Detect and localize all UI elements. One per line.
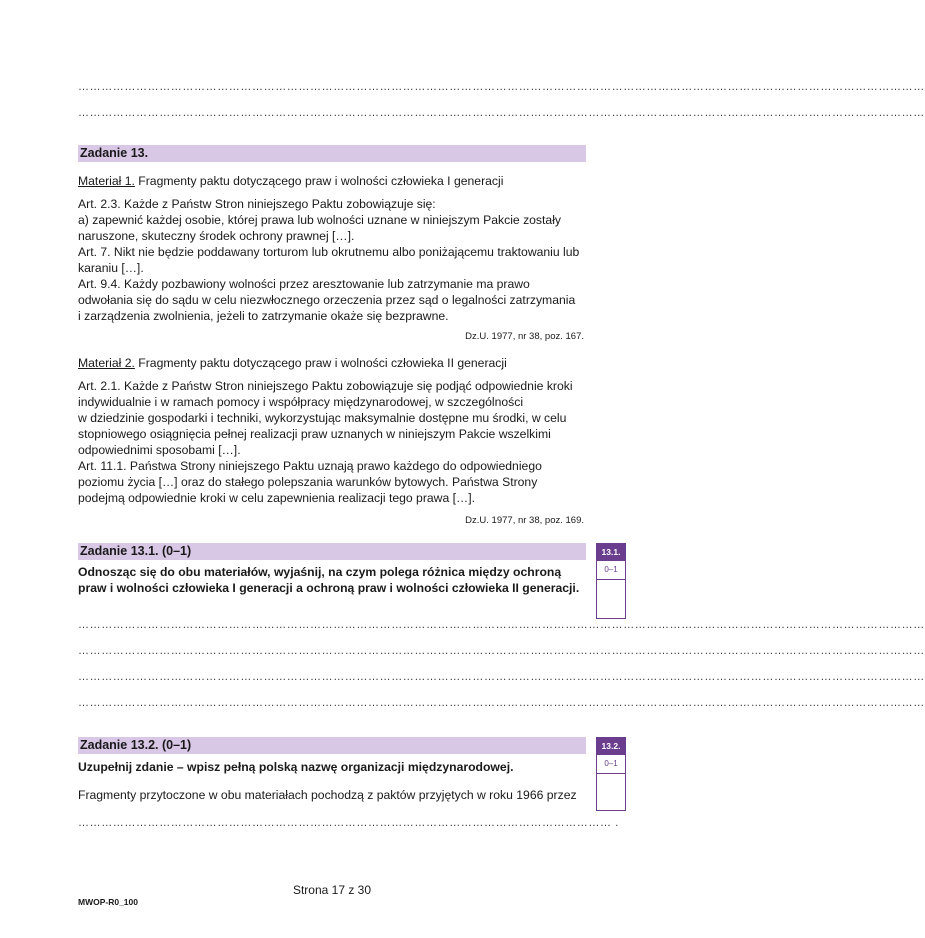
score-box-13-1 xyxy=(596,543,626,619)
material-2-line: odpowiednimi sposobami […]. xyxy=(78,443,241,457)
page-number: Strona 17 z 30 xyxy=(292,883,372,897)
material-2-line: indywidualnie i w ramach pomocy i współpracy międzynarodowej, w szczególności xyxy=(78,395,524,409)
score-box-id: 13.2. xyxy=(597,738,625,755)
material-2-title: Fragmenty paktu dotyczącego praw i wolności człowieka II generacji xyxy=(134,356,507,370)
material-2-line: poziomu życia […] oraz do stałego polepszania warunków bytowych. Państwa Strony xyxy=(78,475,538,489)
material-1-label: Materiał 1. xyxy=(78,174,135,188)
material-2-heading xyxy=(78,355,598,372)
material-1-title: Fragmenty paktu dotyczącego praw i wolności człowieka I generacji xyxy=(134,174,504,188)
material-2-label: Materiał 2. xyxy=(78,356,135,370)
score-box-points: 0–1 xyxy=(597,755,625,774)
material-1-line: i zarządzenia zwolnienia, jeżeli to zatrzymanie okaże się bezprawne. xyxy=(78,309,449,323)
answer-line[interactable]: ………………………………………………………………………………………………………………………………………………………………………………………………… xyxy=(78,671,925,683)
score-box-13-2 xyxy=(596,737,626,811)
material-2-line: Art. 2.1. Każde z Państw Stron niniejszego Paktu zobowiązuje się podjąć odpowiednie kroki xyxy=(78,379,573,393)
score-box-id: 13.1. xyxy=(597,544,625,561)
material-1-line: Art. 7. Nikt nie będzie poddawany torturom lub okrutnemu albo poniżającemu traktowaniu lub xyxy=(78,245,580,259)
task-13-header: Zadanie 13. xyxy=(78,145,586,162)
material-1-heading xyxy=(78,173,598,190)
material-1-line: Art. 2.3. Każde z Państw Stron niniejszego Paktu zobowiązuje się: xyxy=(78,197,436,211)
material-1-line: odwołania się do sądu w celu niezwłocznego orzeczenia przez sąd o legalności zatrzymania xyxy=(78,293,576,307)
task-13-2-instruction: Uzupełnij zdanie – wpisz pełną polską nazwę organizacji międzynarodowej. xyxy=(78,760,514,774)
material-1-line: a) zapewnić każdej osobie, której prawa lub wolności uznane w niniejszym Pakcie zostały xyxy=(78,213,561,227)
material-1-line: naruszone, skuteczny środek ochrony prawnej […]. xyxy=(78,229,355,243)
task-13-1-question: praw i wolności człowieka I generacji a ochroną praw i wolności człowieka II generacji. xyxy=(78,581,580,595)
document-code: MWOP-R0_100 xyxy=(78,897,138,907)
material-1-source: Dz.U. 1977, nr 38, poz. 167. xyxy=(465,331,584,342)
answer-line[interactable]: ………………………………………………………………………………………………………………………………………………………………………………………………… xyxy=(78,645,925,657)
task-13-2-sentence: Fragmenty przytoczone w obu materiałach pochodzą z paktów przyjętych w roku 1966 przez xyxy=(78,788,577,802)
task-13-2-header: Zadanie 13.2. (0–1) xyxy=(78,737,586,754)
answer-line[interactable]: ………………………………………………………………………………………………………………………… . xyxy=(78,817,619,829)
task-13-1-question: Odnosząc się do obu materiałów, wyjaśnij, na czym polega różnica między ochroną xyxy=(78,565,562,579)
score-box-points: 0–1 xyxy=(597,561,625,580)
score-box-field[interactable] xyxy=(597,580,625,618)
task-13-1-header: Zadanie 13.1. (0–1) xyxy=(78,543,586,560)
material-2-source: Dz.U. 1977, nr 38, poz. 169. xyxy=(465,515,584,526)
material-1-line: Art. 9.4. Każdy pozbawiony wolności przez aresztowanie lub zatrzymanie ma prawo xyxy=(78,277,530,291)
score-box-field[interactable] xyxy=(597,774,625,810)
material-2-line: stopniowego osiągnięcia pełnej realizacji praw uznanych w niniejszym Pakcie wszelkimi xyxy=(78,427,551,441)
material-2-line: podejmą odpowiednie kroki w celu zapewnienia realizacji tego prawa […]. xyxy=(78,491,475,505)
answer-line[interactable]: ………………………………………………………………………………………………………………………………………………………………………………………………… xyxy=(78,619,925,631)
answer-line[interactable]: ………………………………………………………………………………………………………………………………………………………………………………………………… xyxy=(78,107,925,119)
answer-line[interactable]: ………………………………………………………………………………………………………………………………………………………………………………………………… xyxy=(78,81,925,93)
material-1-line: karaniu […]. xyxy=(78,261,144,275)
material-2-line: w dziedzinie gospodarki i techniki, wykorzystując maksymalnie dostępne mu środki, w celu xyxy=(78,411,567,425)
material-2-line: Art. 11.1. Państwa Strony niniejszego Paktu uznają prawo każdego do odpowiedniego xyxy=(78,459,542,473)
answer-line[interactable]: ………………………………………………………………………………………………………………………………………………………………………………………………… xyxy=(78,697,925,709)
